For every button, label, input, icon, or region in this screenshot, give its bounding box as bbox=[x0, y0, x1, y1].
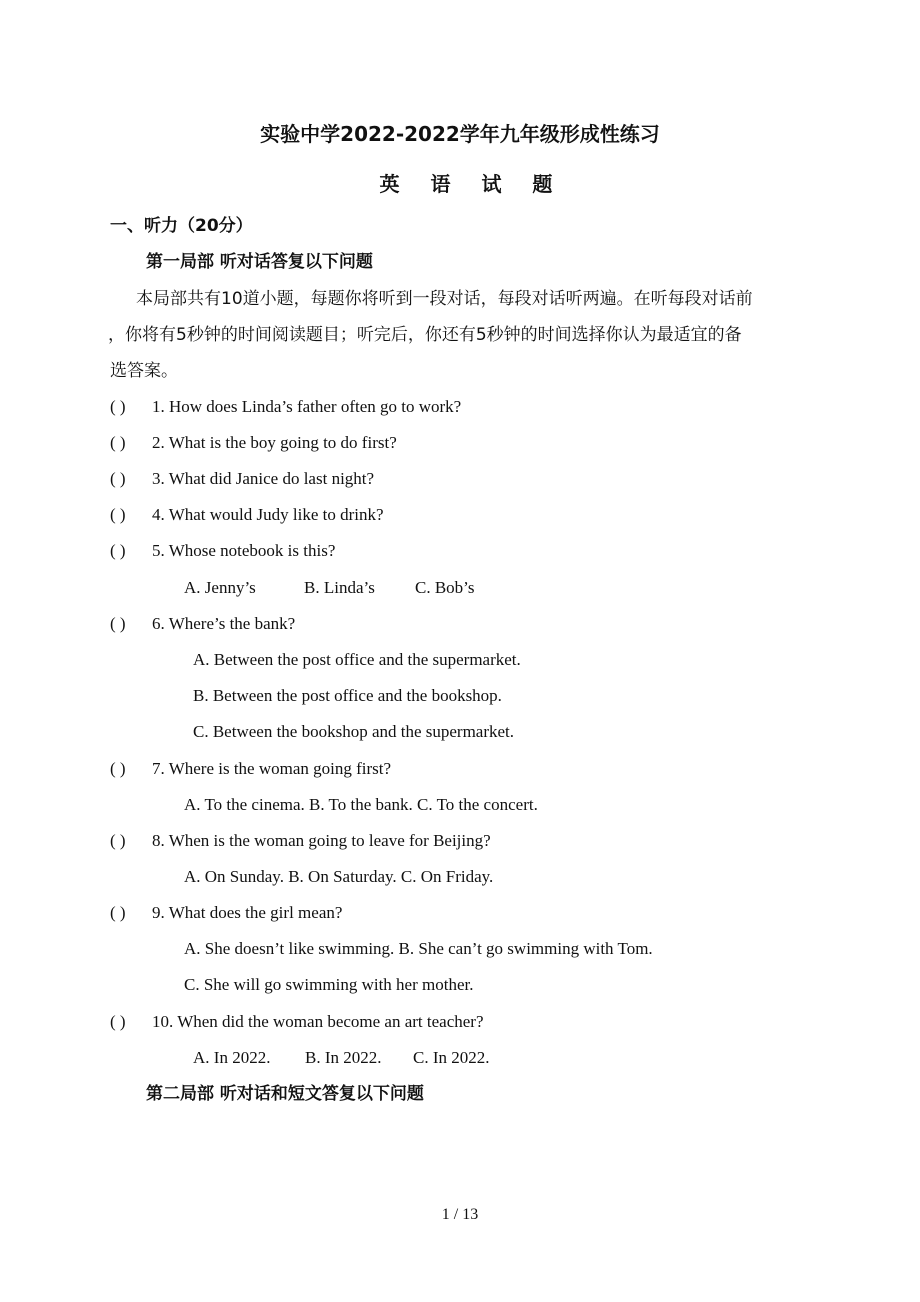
question-5 bbox=[110, 540, 335, 562]
question-6 bbox=[110, 613, 295, 635]
answer-blank[interactable]: ( ) bbox=[110, 1012, 126, 1031]
question-4 bbox=[110, 504, 384, 526]
question-text: 7. Where is the woman going first? bbox=[152, 759, 392, 778]
question-1 bbox=[110, 396, 461, 418]
question-3 bbox=[110, 468, 374, 490]
option: A. Jenny’s bbox=[184, 578, 256, 597]
question-text: 5. Whose notebook is this? bbox=[152, 541, 336, 560]
answer-blank[interactable]: ( ) bbox=[110, 903, 126, 922]
answer-blank[interactable]: ( ) bbox=[110, 469, 126, 488]
option: A. Between the post office and the supermarket. bbox=[193, 650, 521, 669]
option: B. In 2022. bbox=[305, 1048, 382, 1067]
answer-blank[interactable]: ( ) bbox=[110, 759, 126, 778]
q10-options bbox=[193, 1047, 490, 1069]
section-heading-listening: 一、听力（20分） bbox=[110, 216, 253, 236]
option: B. Between the post office and the bookshop. bbox=[193, 686, 502, 705]
answer-blank[interactable]: ( ) bbox=[110, 614, 126, 633]
question-text: 4. What would Judy like to drink? bbox=[152, 505, 384, 524]
page-title: 实验中学2022-2022学年九年级形成性练习 bbox=[260, 122, 660, 146]
page-number: 1 / 13 bbox=[441, 1206, 479, 1223]
page-subtitle: 英 语 试 题 bbox=[379, 172, 565, 196]
question-text: 3. What did Janice do last night? bbox=[152, 469, 375, 488]
q9-options: C. She will go swimming with her mother. bbox=[184, 975, 474, 994]
question-text: 6. Where’s the bank? bbox=[152, 614, 296, 633]
option: B. Linda’s bbox=[304, 578, 375, 597]
question-text: 8. When is the woman going to leave for Beijing? bbox=[152, 831, 491, 850]
answer-blank[interactable]: ( ) bbox=[110, 433, 126, 452]
q5-options bbox=[184, 577, 475, 599]
question-8 bbox=[110, 830, 491, 852]
q7-options: A. To the cinema. B. To the bank. C. To the concert. bbox=[184, 795, 538, 814]
answer-blank[interactable]: ( ) bbox=[110, 541, 126, 560]
question-text: 9. What does the girl mean? bbox=[152, 903, 343, 922]
part1-heading: 第一局部 听对话答复以下问题 bbox=[146, 252, 373, 272]
question-text: 10. When did the woman become an art teacher? bbox=[152, 1012, 484, 1031]
option: C. Bob’s bbox=[415, 578, 475, 597]
instructions-line: 选答案。 bbox=[110, 361, 178, 381]
q8-options: A. On Sunday. B. On Saturday. C. On Friday. bbox=[184, 867, 494, 886]
question-text: 1. How does Linda’s father often go to work? bbox=[152, 397, 462, 416]
option: C. In 2022. bbox=[413, 1048, 490, 1067]
answer-blank[interactable]: ( ) bbox=[110, 397, 126, 416]
question-2 bbox=[110, 432, 397, 454]
option: C. Between the bookshop and the supermarket. bbox=[193, 722, 515, 741]
question-9 bbox=[110, 902, 342, 924]
part2-heading: 第二局部 听对话和短文答复以下问题 bbox=[146, 1084, 424, 1104]
question-text: 2. What is the boy going to do first? bbox=[152, 433, 397, 452]
q9-options: A. She doesn’t like swimming. B. She can’t go swimming with Tom. bbox=[184, 939, 653, 958]
question-10 bbox=[110, 1011, 484, 1033]
answer-blank[interactable]: ( ) bbox=[110, 831, 126, 850]
answer-blank[interactable]: ( ) bbox=[110, 505, 126, 524]
instructions-line: ，你将有5秒钟的时间阅读题目；听完后，你还有5秒钟的时间选择你认为最适宜的备 bbox=[108, 325, 742, 345]
option: A. In 2022. bbox=[193, 1048, 271, 1067]
instructions-line: 本局部共有10道小题，每题你将听到一段对话，每段对话听两遍。在听每段对话前 bbox=[136, 289, 753, 309]
question-7 bbox=[110, 758, 391, 780]
